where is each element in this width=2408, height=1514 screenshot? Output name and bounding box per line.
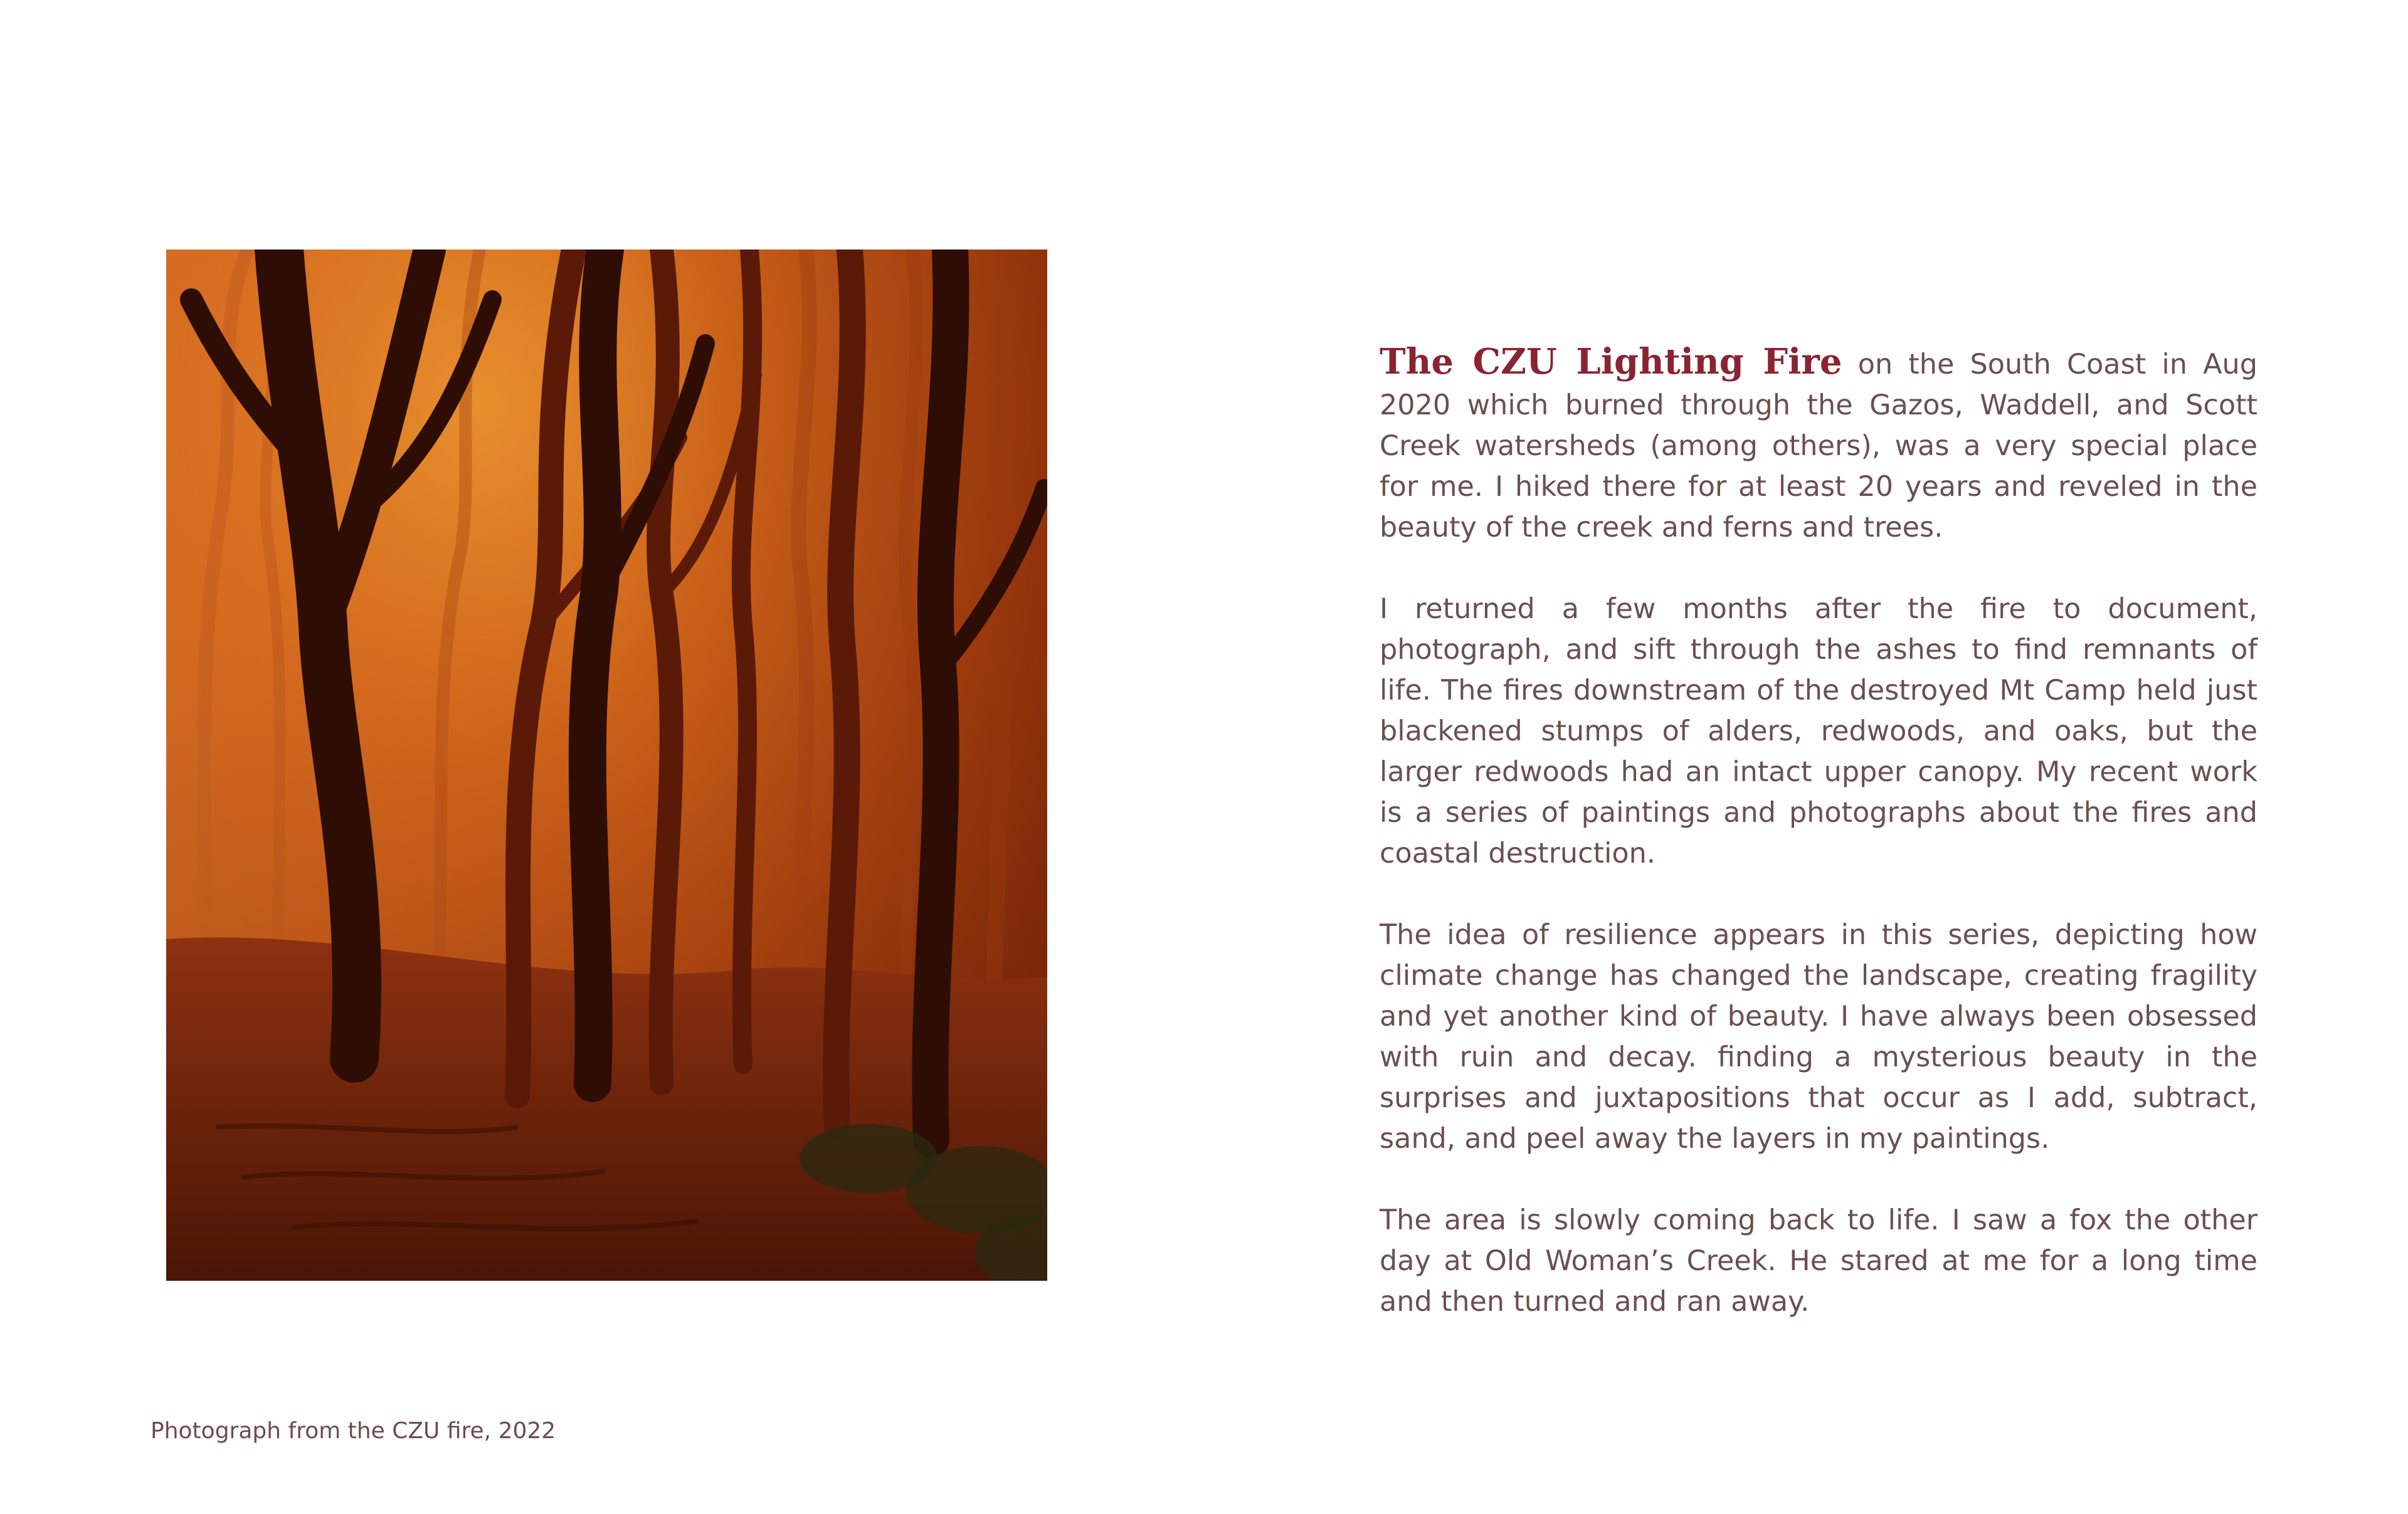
paragraph-1-text: on the South Coast in Aug 2020 which burned through the Gazos, Waddell, and Scott Creek watersheds (among others), was a very special place for me. I hiked there for at least 20 years and reveled in the beauty of the creek and ferns and trees. bbox=[1380, 349, 2258, 544]
paragraph-3: The idea of resilience appears in this series, depicting how climate change has changed the landscape, creating fragility and yet another kind of beauty. I have always been obsessed with ruin and decay. finding a mysterious beauty in the surprises and juxtapositions that occur as I add, subtract, sand, and peel away the layers in my paintings. bbox=[1380, 919, 2258, 1155]
forest-fire-photograph bbox=[166, 250, 1047, 1281]
photo-caption: Photograph from the CZU fire, 2022 bbox=[150, 1418, 556, 1444]
forest-fire-image bbox=[166, 250, 1047, 1281]
article-lead-title: The CZU Lighting Fire bbox=[1380, 341, 1842, 382]
paragraph-4: The area is slowly coming back to life. I saw a fox the other day at Old Woman’s Creek. He stared at me for a long time and then turned and ran away. bbox=[1380, 1204, 2258, 1318]
article-text bbox=[1380, 342, 2258, 1363]
paragraph-1 bbox=[1380, 342, 2258, 548]
paragraph-2: I returned a few months after the fire to document, photograph, and sift through the ashes to find remnants of life. The fires downstream of the destroyed Mt Camp held just blackened stumps of alders, redwoods, and oaks, but the larger redwoods had an intact upper canopy. My recent work is a series of paintings and photographs about the fires and coastal destruction. bbox=[1380, 593, 2258, 870]
